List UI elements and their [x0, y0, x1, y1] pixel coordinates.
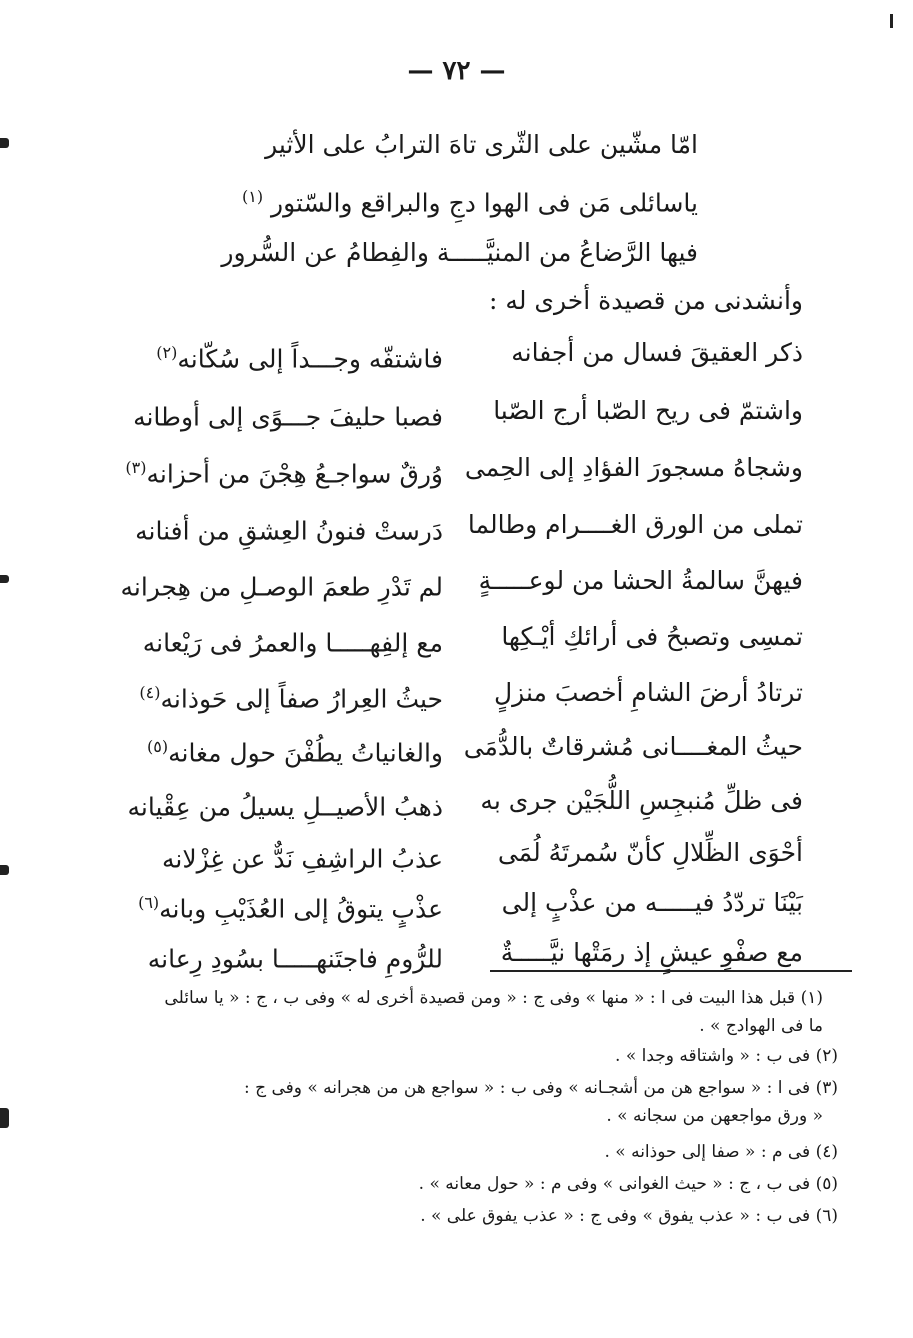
verse-left-hemistich — [103, 730, 443, 770]
intro-line-text: امّا مشّين على الثّرى تاهَ الترابُ على الأثير — [265, 130, 698, 159]
verse-left-hemistich — [103, 936, 443, 976]
page-number: — ٧٢ — — [407, 56, 506, 86]
verse-left-text: عذبُ الراشِفِ نَدٌّ عن غِزْلانه — [161, 844, 443, 874]
verse-left-text: وُرقٌ سواجـعُ هِجْنَ من أحزانه — [146, 459, 443, 489]
footnote-continuation: ما فى الهوادج » . — [699, 1016, 823, 1036]
verse-left-text: مع إلفِهـــــا والعمرُ فى رَيْعانه — [142, 628, 443, 658]
verse-right-hemistich: ذكر العقيقَ فسال من أجفانه — [511, 338, 803, 367]
verse-left-text: عذْبٍ يتوقُ إلى العُذَيْبِ وبانه — [159, 894, 443, 924]
verse-right-hemistich: أحْوَى الظِّلالِ كأنّ سُمرتَهُ لُمَى — [497, 838, 803, 867]
verse-left-text: للرُّومِ فاجتَنهـــــا بسُودِ رِعانه — [147, 944, 443, 974]
verse-left-hemistich — [103, 336, 443, 376]
verse-right-hemistich: واشتمّ فى ريح الصّبا أرج الصّبا — [493, 396, 803, 425]
verse-left-hemistich — [103, 886, 443, 926]
intro-line-text: فيها الرَّضاعُ من المنيَّـــــة والفِطامُ عن السُّرور — [221, 238, 698, 267]
intro-line — [238, 180, 698, 220]
footnote-divider — [490, 970, 852, 972]
intro-line — [221, 236, 698, 270]
verse-left-hemistich — [103, 508, 443, 548]
verse-left-hemistich — [103, 394, 443, 434]
footnote: (٥) فى ب ، ج : « حيث الغوانى » وفى م : « حول معانه » . — [418, 1174, 838, 1194]
footnote: (٦) فى ب : « عذب يفوق » وفى ج : « عذب يفوق على » . — [420, 1206, 838, 1226]
verse-left-hemistich — [103, 620, 443, 660]
verse-right-hemistich: حيثُ المغــــانى مُشرقاتٌ بالدُّمَى — [463, 732, 803, 761]
scan-edge-mark — [0, 1108, 9, 1128]
verse-left-hemistich — [103, 564, 443, 604]
verse-left-text: دَرستْ فنونُ العِشقِ من أفنانه — [135, 516, 443, 546]
verse-left-text: والغانياتُ يطُفْنَ حول مغانه — [168, 738, 443, 768]
footnote-marker: (٥) — [146, 737, 169, 756]
intro-line — [265, 128, 698, 162]
verse-right-hemistich: تمسِى وتصبحُ فى أرائكِ أيْـكِها — [501, 622, 803, 651]
scan-edge-mark — [0, 865, 9, 875]
scan-edge-mark — [0, 138, 9, 148]
verse-right-hemistich: تملى من الورق الغــــرام وطالما — [467, 510, 803, 539]
footnote: (٣) فى ا : « سواجع هن من أشجـانه » وفى ب : « سواجع هن من هجرانه » وفى ج : — [243, 1078, 838, 1098]
footnote-marker: (١) — [241, 187, 264, 206]
scan-corner-mark — [890, 14, 893, 28]
verse-left-hemistich — [103, 836, 443, 876]
footnote: (٢) فى ب : « واشتاقه وجدا » . — [615, 1046, 838, 1066]
footnote-marker: (٤) — [139, 683, 161, 702]
verse-left-text: لم تَدْرِ طعمَ الوصـلِ من هِجرانه — [120, 572, 443, 602]
verse-left-text: ذهبُ الأصيــلِ يسيلُ من عِقْيانه — [127, 792, 443, 822]
footnote: (١) قبل هذا البيت فى ا : « منها » وفى ج : « ومن قصيدة أخرى له » وفى ب ، ج : « يا سائلى — [164, 988, 823, 1008]
footnote-marker: (٣) — [125, 458, 147, 477]
verse-right-hemistich: ترتادُ أرضَ الشامِ أخصبَ منزلٍ — [494, 678, 803, 707]
verse-right-hemistich: فيهنَّ سالمةُ الحشا من لوعـــــةٍ — [478, 566, 803, 595]
verse-left-text: حيثُ العِرارُ صفاً إلى حَوذانه — [160, 684, 443, 714]
verse-left-text: فصبا حليفَ جـــوًى إلى أوطانه — [133, 402, 443, 432]
footnote: (٤) فى م : « صفا إلى حوذانه » . — [604, 1142, 838, 1162]
scan-edge-mark — [0, 575, 9, 583]
verse-left-hemistich — [103, 784, 443, 824]
transition-line: وأنشدنى من قصيدة أخرى له : — [489, 286, 803, 315]
verse-left-hemistich — [103, 676, 443, 716]
verse-left-hemistich — [103, 451, 443, 491]
footnote-continuation: « ورق مواجعهن من سجانه » . — [606, 1106, 823, 1126]
footnote-marker: (٢) — [156, 343, 178, 362]
verse-left-text: فاشتفّه وجـــداً إلى سُكّانه — [177, 344, 443, 374]
verse-right-hemistich: فى ظلِّ مُنبجِسِ اللُّجَيْن جرى به — [480, 786, 803, 815]
intro-line-text: ياسائلى مَن فى الهوا دجِ والبراقع والسّتور — [271, 188, 698, 218]
verse-right-hemistich: مع صفْوِ عيشٍ إذ رمَتْها نيَّـــــةٌ — [500, 938, 803, 967]
verse-right-hemistich: بَيْنَا تردّدُ فيـــــه من عذْبٍ إلى — [501, 888, 803, 917]
footnote-marker: (٦) — [138, 893, 160, 912]
verse-right-hemistich: وشجاهُ مسجورَ الفؤادِ إلى الحِمى — [464, 453, 803, 482]
